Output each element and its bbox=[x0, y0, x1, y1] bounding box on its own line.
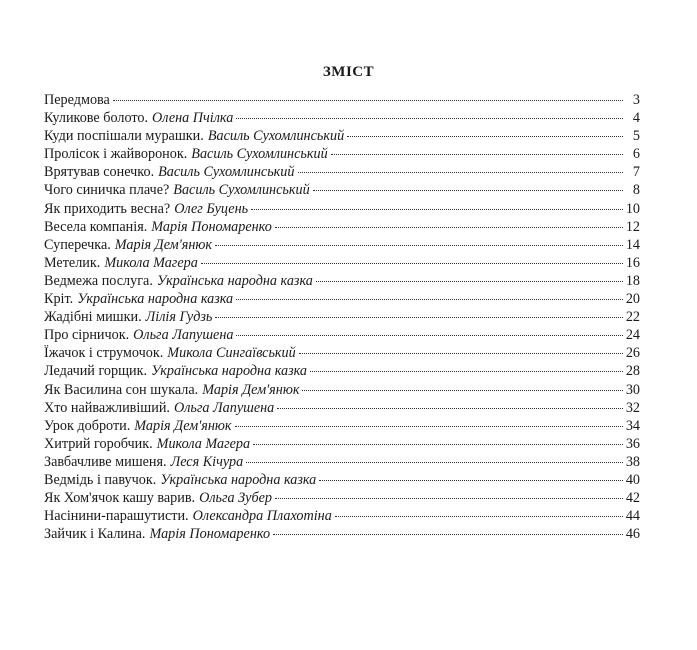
toc-entry-title: Куди поспішали мурашки. bbox=[44, 128, 204, 145]
toc-entry-title: Куликове болото. bbox=[44, 110, 149, 127]
toc-entry-title: Метелик. bbox=[44, 254, 101, 271]
toc-entry-page-number: 7 bbox=[632, 164, 640, 181]
toc-entry-page-number: 42 bbox=[625, 490, 640, 507]
toc-entry-author: Олег Буцень bbox=[174, 200, 249, 217]
toc-entry bbox=[44, 399, 640, 417]
toc-entry bbox=[44, 362, 640, 380]
toc-entry-page-number: 34 bbox=[625, 417, 640, 434]
toc-entry-author: Ольга Лапушена bbox=[133, 327, 234, 344]
toc-entry-title: Як Василина сон шукала. bbox=[44, 381, 199, 398]
dot-leader bbox=[201, 263, 623, 264]
dot-leader bbox=[302, 390, 622, 391]
table-of-contents bbox=[44, 91, 640, 543]
toc-entry-author: Олена Пчілка bbox=[152, 110, 234, 127]
toc-entry-author: Марія Дем'янюк bbox=[134, 417, 232, 434]
toc-entry-title: Передмова bbox=[44, 92, 110, 108]
toc-entry-page-number: 30 bbox=[625, 381, 640, 398]
dot-leader bbox=[236, 118, 623, 119]
toc-entry bbox=[44, 308, 640, 326]
toc-entry bbox=[44, 254, 640, 272]
dot-leader bbox=[235, 426, 623, 427]
toc-entry-page-number: 12 bbox=[625, 218, 640, 235]
toc-entry-title: Кріт. bbox=[44, 291, 74, 308]
toc-entry-page-number: 44 bbox=[625, 508, 640, 525]
dot-leader bbox=[275, 498, 623, 499]
toc-entry-title: Жадібні мишки. bbox=[44, 309, 142, 326]
toc-entry-author: Олександра Плахотіна bbox=[192, 508, 332, 525]
toc-entry bbox=[44, 181, 640, 199]
toc-entry-title: Ведмідь і павучок. bbox=[44, 471, 157, 488]
toc-entry bbox=[44, 417, 640, 435]
toc-entry-title: Про сірничок. bbox=[44, 327, 130, 344]
toc-entry-title: Ледачий горщик. bbox=[44, 363, 148, 380]
toc-entry bbox=[44, 381, 640, 399]
toc-entry-page-number: 32 bbox=[625, 399, 640, 416]
dot-leader bbox=[273, 534, 623, 535]
toc-entry bbox=[44, 453, 640, 471]
toc-entry bbox=[44, 145, 640, 163]
toc-entry-page-number: 22 bbox=[625, 309, 640, 326]
toc-entry-title: Хитрий горобчик. bbox=[44, 435, 153, 452]
toc-entry-title: Врятував сонечко. bbox=[44, 164, 155, 181]
toc-entry bbox=[44, 272, 640, 290]
dot-leader bbox=[215, 317, 622, 318]
toc-entry-page-number: 6 bbox=[632, 146, 640, 163]
toc-entry-author: Марія Пономаренко bbox=[151, 218, 272, 235]
dot-leader bbox=[298, 172, 624, 173]
toc-entry-title: Як Хом'ячок кашу варив. bbox=[44, 490, 196, 507]
dot-leader bbox=[113, 100, 623, 101]
toc-entry-page-number: 4 bbox=[632, 110, 640, 127]
toc-entry-author: Василь Сухомлинський bbox=[191, 146, 328, 163]
toc-entry-author: Микола Сингаївський bbox=[167, 345, 296, 362]
toc-entry-title: Чого синичка плаче? bbox=[44, 182, 170, 199]
dot-leader bbox=[299, 353, 623, 354]
toc-entry-page-number: 24 bbox=[625, 327, 640, 344]
toc-entry bbox=[44, 507, 640, 525]
toc-entry-author: Українська народна казка bbox=[156, 272, 313, 289]
toc-entry-author: Василь Сухомлинський bbox=[158, 164, 295, 181]
toc-entry bbox=[44, 344, 640, 362]
toc-entry-page-number: 36 bbox=[625, 435, 640, 452]
dot-leader bbox=[251, 209, 623, 210]
dot-leader bbox=[331, 154, 623, 155]
toc-entry-author: Марія Пономаренко bbox=[149, 526, 271, 543]
toc-entry-title: Весела компанія. bbox=[44, 218, 148, 235]
toc-entry-page-number: 16 bbox=[625, 254, 640, 271]
toc-entry bbox=[44, 326, 640, 344]
toc-entry-title: Хто найважливіший. bbox=[44, 399, 170, 416]
toc-entry-page-number: 18 bbox=[625, 272, 640, 289]
dot-leader bbox=[310, 371, 623, 372]
toc-entry-title: Їжачок і струмочок. bbox=[44, 345, 164, 362]
toc-entry-page-number: 3 bbox=[632, 92, 640, 108]
dot-leader bbox=[236, 299, 623, 300]
toc-entry-title: Завбачливе мишеня. bbox=[44, 453, 167, 470]
toc-entry-title: Урок доброти. bbox=[44, 417, 131, 434]
toc-entry-page-number: 26 bbox=[625, 345, 640, 362]
toc-entry bbox=[44, 489, 640, 507]
dot-leader bbox=[246, 462, 623, 463]
dot-leader bbox=[313, 190, 623, 191]
dot-leader bbox=[253, 444, 623, 445]
toc-entry-author: Українська народна казка bbox=[151, 363, 308, 380]
dot-leader bbox=[335, 516, 623, 517]
toc-entry bbox=[44, 109, 640, 127]
toc-entry bbox=[44, 236, 640, 254]
toc-entry-page-number: 28 bbox=[625, 363, 640, 380]
toc-entry-author: Марія Дем'янюк bbox=[114, 236, 213, 253]
dot-leader bbox=[277, 408, 623, 409]
toc-entry bbox=[44, 91, 640, 109]
toc-entry-author: Українська народна казка bbox=[160, 471, 317, 488]
toc-entry bbox=[44, 200, 640, 218]
toc-heading: ЗМІСТ bbox=[322, 64, 375, 80]
dot-leader bbox=[236, 335, 622, 336]
dot-leader bbox=[275, 227, 623, 228]
toc-entry-title: Ведмежа послуга. bbox=[44, 272, 153, 289]
toc-entry-title: Пролісок і жайворонок. bbox=[44, 146, 188, 163]
toc-entry-author: Микола Магера bbox=[104, 254, 198, 271]
toc-entry-page-number: 46 bbox=[625, 526, 640, 543]
toc-entry bbox=[44, 525, 640, 543]
toc-entry-author: Василь Сухомлинський bbox=[173, 182, 310, 199]
toc-entry-page-number: 14 bbox=[625, 236, 640, 253]
toc-entry bbox=[44, 290, 640, 308]
toc-entry-page-number: 10 bbox=[625, 200, 640, 217]
toc-entry-title: Насінини-парашутисти. bbox=[44, 508, 189, 525]
toc-entry-author: Микола Магера bbox=[156, 435, 251, 452]
toc-entry-author: Василь Сухомлинський bbox=[207, 128, 345, 145]
toc-entry-title: Суперечка. bbox=[44, 236, 111, 253]
toc-entry-page-number: 38 bbox=[625, 453, 640, 470]
dot-leader bbox=[347, 136, 623, 137]
toc-entry-page-number: 40 bbox=[625, 471, 640, 488]
toc-entry-author: Українська народна казка bbox=[77, 291, 234, 308]
dot-leader bbox=[316, 281, 623, 282]
toc-entry bbox=[44, 218, 640, 236]
toc-entry-author: Леся Кічура bbox=[170, 453, 244, 470]
toc-entry-page-number: 8 bbox=[632, 182, 640, 199]
toc-entry-title: Як приходить весна? bbox=[44, 200, 171, 217]
toc-entry-title: Зайчик і Калина. bbox=[44, 526, 146, 543]
toc-entry-page-number: 20 bbox=[625, 291, 640, 308]
toc-entry bbox=[44, 127, 640, 145]
toc-entry-page-number: 5 bbox=[632, 128, 640, 145]
toc-entry bbox=[44, 471, 640, 489]
toc-entry-author: Марія Дем'янюк bbox=[202, 381, 300, 398]
dot-leader bbox=[319, 480, 623, 481]
toc-entry bbox=[44, 435, 640, 453]
toc-entry bbox=[44, 163, 640, 181]
dot-leader bbox=[215, 245, 623, 246]
toc-entry-author: Лілія Гудзь bbox=[145, 309, 213, 326]
toc-entry-author: Ольга Лапушена bbox=[173, 399, 275, 416]
toc-entry-author: Ольга Зубер bbox=[199, 490, 273, 507]
